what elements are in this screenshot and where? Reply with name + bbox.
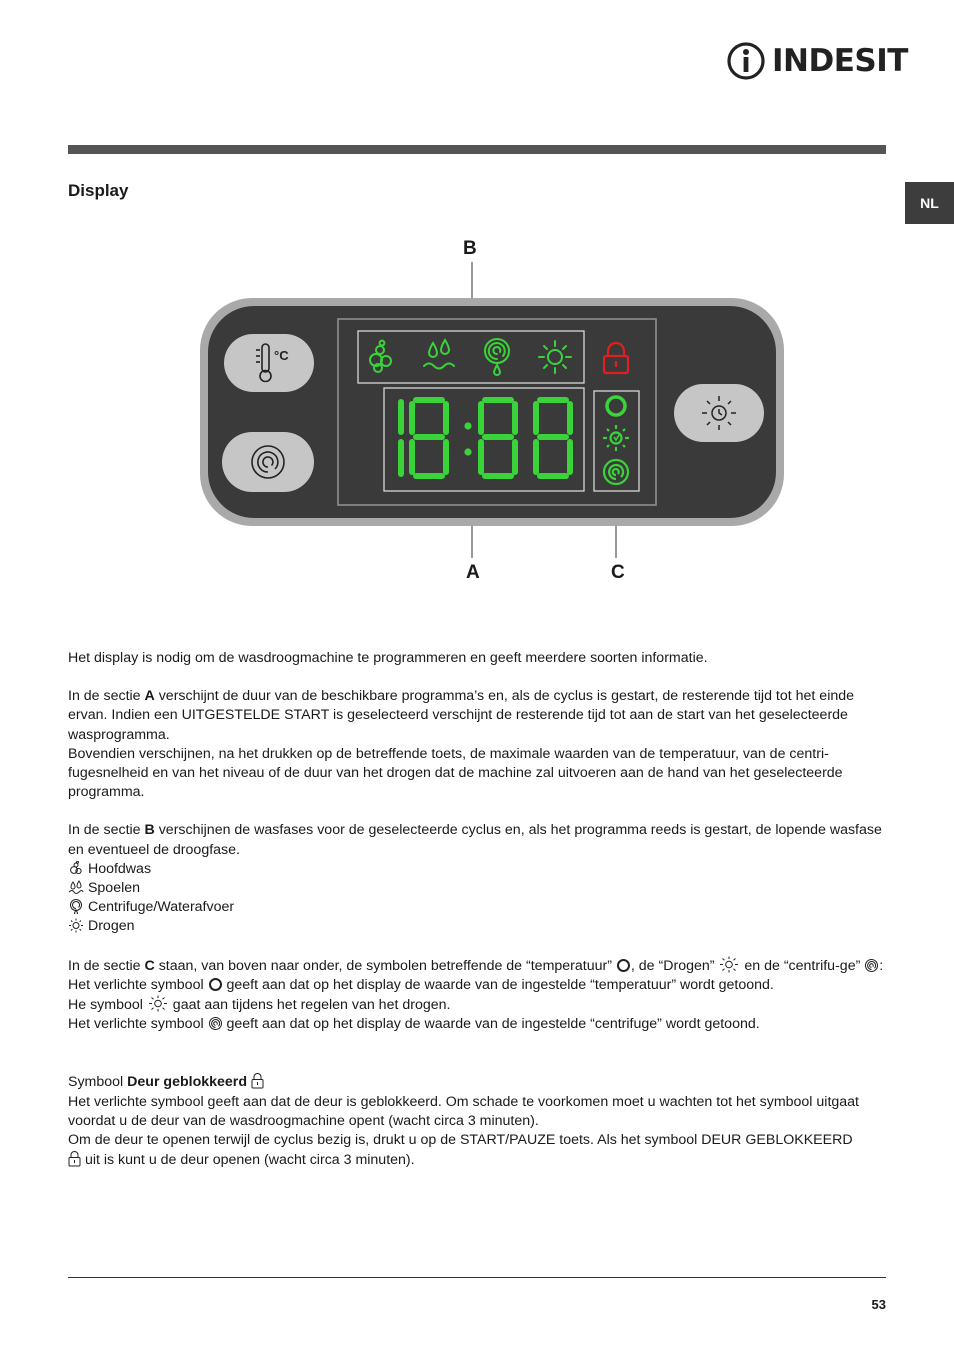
paragraph-section-c: In de sectie C staan, van boven naar onder, de symbolen betreffende de “temperatuur” , de “Drogen” en de “centrifu-ge” : <box>68 957 884 974</box>
temperature-ring-icon <box>616 958 631 973</box>
drying-sun-icon <box>147 995 169 1012</box>
display-panel <box>190 236 800 596</box>
main-wash-icon <box>68 861 84 876</box>
logo-emblem-icon <box>726 41 766 81</box>
language-tab: NL <box>905 182 954 224</box>
spin-button[interactable] <box>222 432 314 492</box>
footer-divider <box>68 1277 886 1278</box>
dry-icon <box>68 918 84 933</box>
paragraph-drying-symbol: He symbool gaat aan tijdens het regelen van het drogen. <box>68 997 451 1014</box>
label-a: A <box>466 562 480 583</box>
paragraph-temperature-symbol: Het verlichte symbool geeft aan dat op het display de waarde van de ingestelde “temperatuur” wordt getoond. <box>68 976 774 993</box>
body-text <box>68 649 888 1170</box>
paragraph-intro: Het display is nodig om de wasdroogmachine te programmeren en geeft meerdere soorten informatie. <box>68 650 708 666</box>
spin-drain-icon <box>68 899 84 914</box>
temperature-ring-icon <box>208 977 223 992</box>
section-title: Display <box>68 181 129 200</box>
paragraph-section-a: In de sectie A verschijnt de duur van de beschikbare programma’s en, als de cyclus is gestart, de resterende tijd tot het einde ervan. Indien een UITGESTELDE START is geselecteerd verschijnt de resterende tijd tot aan de start van het geselecteerde wasprogramma. <box>68 688 855 743</box>
brand-name: INDESIT <box>772 43 908 79</box>
paragraph-section-b: In de sectie B verschijnen de wasfases voor de geselecteerde cyclus en, als het programma reeds is gestart, de lopende wasfase en eventueel de droogfase. <box>68 822 882 858</box>
phase-spin-drain: Centrifuge/Waterafvoer <box>68 898 888 917</box>
label-b: B <box>463 238 477 259</box>
colon-bottom <box>464 448 471 455</box>
page-number: 53 <box>871 1297 886 1312</box>
drying-button[interactable] <box>674 384 764 442</box>
spin-spiral-icon <box>864 958 879 973</box>
padlock-icon <box>68 1150 81 1167</box>
paragraph-max-values: Bovendien verschijnen, na het drukken op de betreffende toets, de maximale waarden van de temperatuur, van de centri-fugesnelheid en van het niveau of de duur van het drogen dat de machine zal uitvoeren aan de hand van het geselecteerde programma. <box>68 745 843 801</box>
padlock-icon <box>251 1072 264 1089</box>
phase-rinse: Spoelen <box>68 879 888 898</box>
display-panel-figure <box>190 236 800 596</box>
door-locked-heading: Symbool Deur geblokkeerd <box>68 1072 888 1092</box>
drying-sun-icon <box>718 956 740 973</box>
paragraph-door-open: Om de deur te openen terwijl de cyclus bezig is, drukt u op de START/PAUZE toets. Als het symbool DEUR GEBLOKKEERD <box>68 1132 853 1149</box>
paragraph-door-locked: Het verlichte symbool geeft aan dat de deur is geblokkeerd. Om schade te voorkomen moet u wachten tot het symbool uitgaat voordat u de deur van de wasdroogmachine opent (wacht circa 3 minuten). <box>68 1093 859 1129</box>
colon-top <box>464 422 471 429</box>
rinse-icon <box>68 880 84 895</box>
label-c: C <box>611 562 625 583</box>
paragraph-spin-symbol: Het verlichte symbool geeft aan dat op het display de waarde van de ingestelde “centrifuge” wordt getoond. <box>68 1016 760 1033</box>
spin-spiral-icon <box>208 1016 223 1031</box>
indesit-logo <box>726 40 908 82</box>
paragraph-door-open-end: uit is kunt u de deur openen (wacht circa 3 minuten). <box>68 1150 888 1170</box>
phase-main-wash: Hoofdwas <box>68 860 888 879</box>
celsius-label: °C <box>274 348 289 363</box>
temperature-button[interactable] <box>224 334 314 392</box>
header-divider <box>68 145 886 154</box>
phase-dry: Drogen <box>68 917 888 936</box>
